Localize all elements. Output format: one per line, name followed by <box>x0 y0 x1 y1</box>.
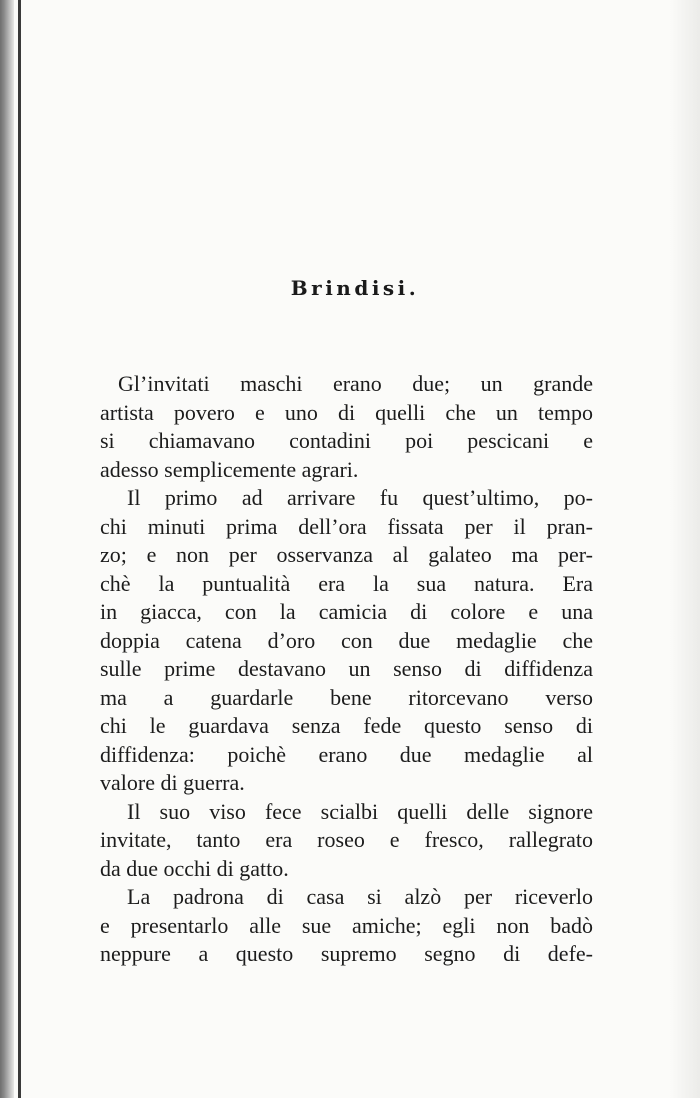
text-line: ma a guardarle bene ritorcevano verso <box>100 684 593 710</box>
text-line: sulle prime destavano un senso di diffidenza <box>100 656 593 681</box>
text-line: in giacca, con la camicia di colore e una <box>100 599 593 624</box>
binding-line <box>18 0 21 1098</box>
paragraph-1 <box>100 370 593 484</box>
text-line: chi le guardava senza fede questo senso di <box>100 713 593 738</box>
text-line: neppure a questo supremo segno di defe- <box>100 941 593 966</box>
text-line: Il primo ad arrivare fu quest’ultimo, po- <box>127 485 593 510</box>
body-text <box>100 370 593 969</box>
text-line: chè la puntualità era la sua natura. Era <box>100 570 593 596</box>
text-line: da due occhi di gatto. <box>100 855 289 881</box>
paragraph-2 <box>100 484 593 798</box>
text-line: invitate, tanto era roseo e fresco, rallegrato <box>100 827 593 852</box>
paragraph-4 <box>100 883 593 969</box>
text-line: chi minuti prima dell’ora fissata per il pran- <box>100 513 593 539</box>
text-line: zo; e non per osservanza al galateo ma per- <box>100 542 593 567</box>
text-line: doppia catena d’oro con due medaglie che <box>100 627 593 653</box>
text-line: Gl’invitati maschi erano due; un grande <box>118 371 593 396</box>
binding-edge <box>0 0 14 1098</box>
text-line: adesso semplicemente agrari. <box>100 456 359 482</box>
text-line: valore di guerra. <box>100 770 245 795</box>
text-line: e presentarlo alle sue amiche; egli non badò <box>100 912 593 938</box>
page-edge-shadow <box>670 0 700 1098</box>
text-line: artista povero e uno di quelli che un tempo <box>100 399 593 425</box>
text-line: Il suo viso fece scialbi quelli delle signore <box>127 798 593 824</box>
text-line: La padrona di casa si alzò per riceverlo <box>127 884 593 909</box>
chapter-title: Brindisi. <box>290 276 420 300</box>
text-line: si chiamavano contadini poi pescicani e <box>100 428 593 453</box>
text-line: diffidenza: poichè erano due medaglie al <box>100 741 593 767</box>
paragraph-3 <box>100 798 593 884</box>
